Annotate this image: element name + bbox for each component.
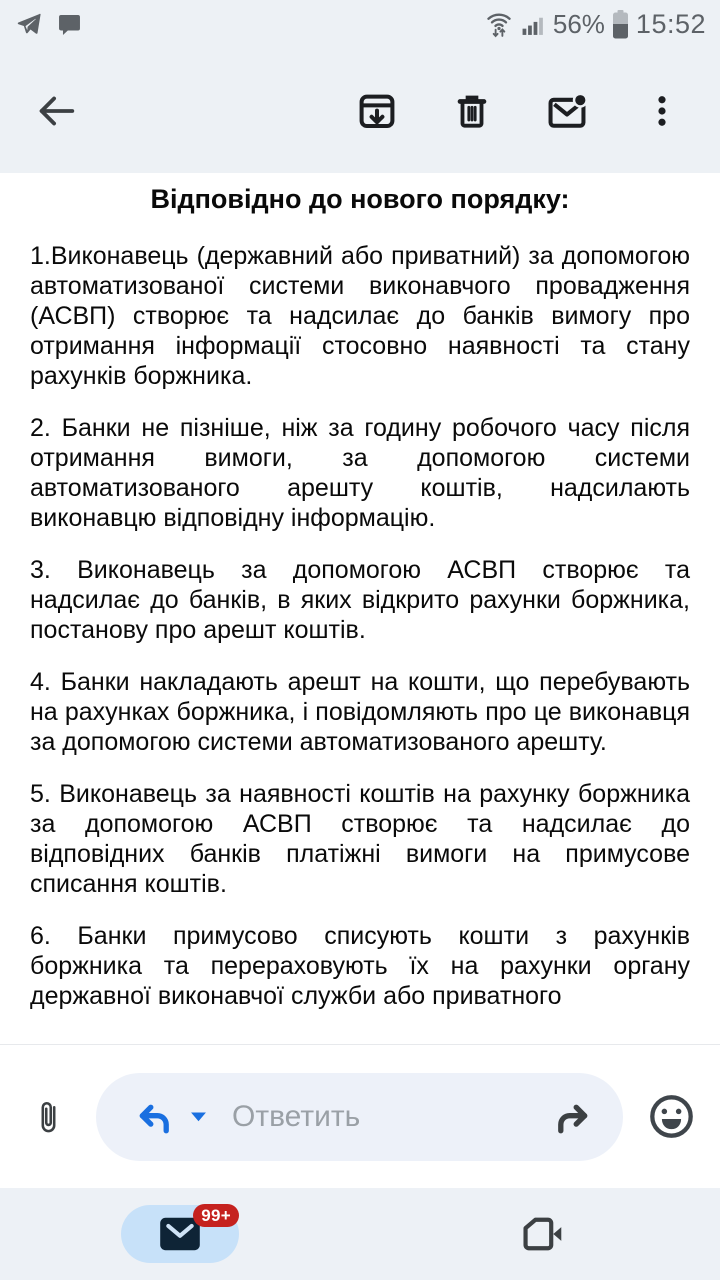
chat-bubble-icon: [56, 11, 83, 38]
unread-count-badge: 99+: [193, 1204, 239, 1227]
emoji-button[interactable]: [645, 1087, 697, 1147]
telegram-icon: [14, 10, 44, 38]
email-paragraph: 2. Банки не пізніше, ніж за годину робочого часу після отримання вимоги, за допомогою системи автоматизованого арешту коштів, надсилають виконавцю відповідну інформацію.: [30, 414, 690, 532]
email-paragraph: 1.Виконавець (державний або приватний) за допомогою автоматизованої системи виконавчого провадження (АСВП) створює та надсилає до банків вимогу про отримання інформації стосовно наявності та стану рахунків боржника.: [30, 242, 690, 390]
tab-video-call[interactable]: [360, 1188, 720, 1280]
mark-unread-button[interactable]: [539, 83, 595, 139]
reply-button[interactable]: [130, 1094, 176, 1140]
overflow-menu-icon: [644, 90, 680, 132]
forward-button[interactable]: [551, 1094, 597, 1140]
signal-strength-icon: [521, 12, 546, 37]
back-arrow-icon: [33, 88, 79, 134]
battery-icon: [612, 10, 629, 39]
reply-input[interactable]: [96, 1073, 623, 1161]
email-paragraph: 4. Банки накладають арешт на кошти, що перебувають на рахунках боржника, і повідомляють про це виконавця за допомогою системи автоматизованого арешту.: [30, 668, 690, 756]
bottom-nav: [0, 1188, 720, 1280]
video-call-icon: [517, 1215, 563, 1253]
email-paragraph: 3. Виконавець за допомогою АСВП створює та надсилає до банків, в яких відкрито рахунки боржника, постанову про арешт коштів.: [30, 556, 690, 644]
email-paragraph: 5. Виконавець за наявності коштів на рахунку боржника за допомогою АСВП створює та надсилає до відповідних банків платіжні вимоги на примусове списання коштів.: [30, 780, 690, 898]
emoji-icon: [647, 1092, 696, 1141]
attachment-button[interactable]: [26, 1087, 70, 1147]
forward-icon: [552, 1095, 596, 1139]
reply-dropdown-button[interactable]: [186, 1102, 210, 1132]
notification-icons: [14, 10, 83, 38]
reply-input-placeholder: Ответить: [232, 1099, 361, 1133]
reply-dropdown-icon: [190, 1110, 207, 1123]
back-button[interactable]: [28, 83, 84, 139]
email-body-title: Відповідно до нового порядку:: [150, 184, 570, 214]
delete-icon: [452, 90, 492, 132]
delete-button[interactable]: [444, 83, 500, 139]
toolbar: [0, 48, 720, 173]
clock: 15:52: [635, 8, 706, 39]
email-body[interactable]: [0, 173, 720, 1044]
reply-bar: [0, 1044, 720, 1188]
email-paragraph: 6. Банки примусово списують кошти з рахунків боржника та перераховують їх на рахунки органу державної виконавчої служби або приватного: [30, 922, 690, 1010]
overflow-menu-button[interactable]: [634, 83, 690, 139]
attachment-icon: [38, 1097, 59, 1137]
mail-tab-active-pill: [121, 1205, 239, 1263]
reply-icon: [131, 1095, 175, 1139]
archive-button[interactable]: [349, 83, 405, 139]
mark-unread-icon: [545, 90, 589, 132]
tab-mail[interactable]: [0, 1188, 360, 1280]
wifi-icon: [484, 9, 514, 39]
archive-icon: [356, 90, 398, 132]
status-bar: [0, 0, 720, 48]
battery-percent: 56%: [552, 8, 605, 39]
